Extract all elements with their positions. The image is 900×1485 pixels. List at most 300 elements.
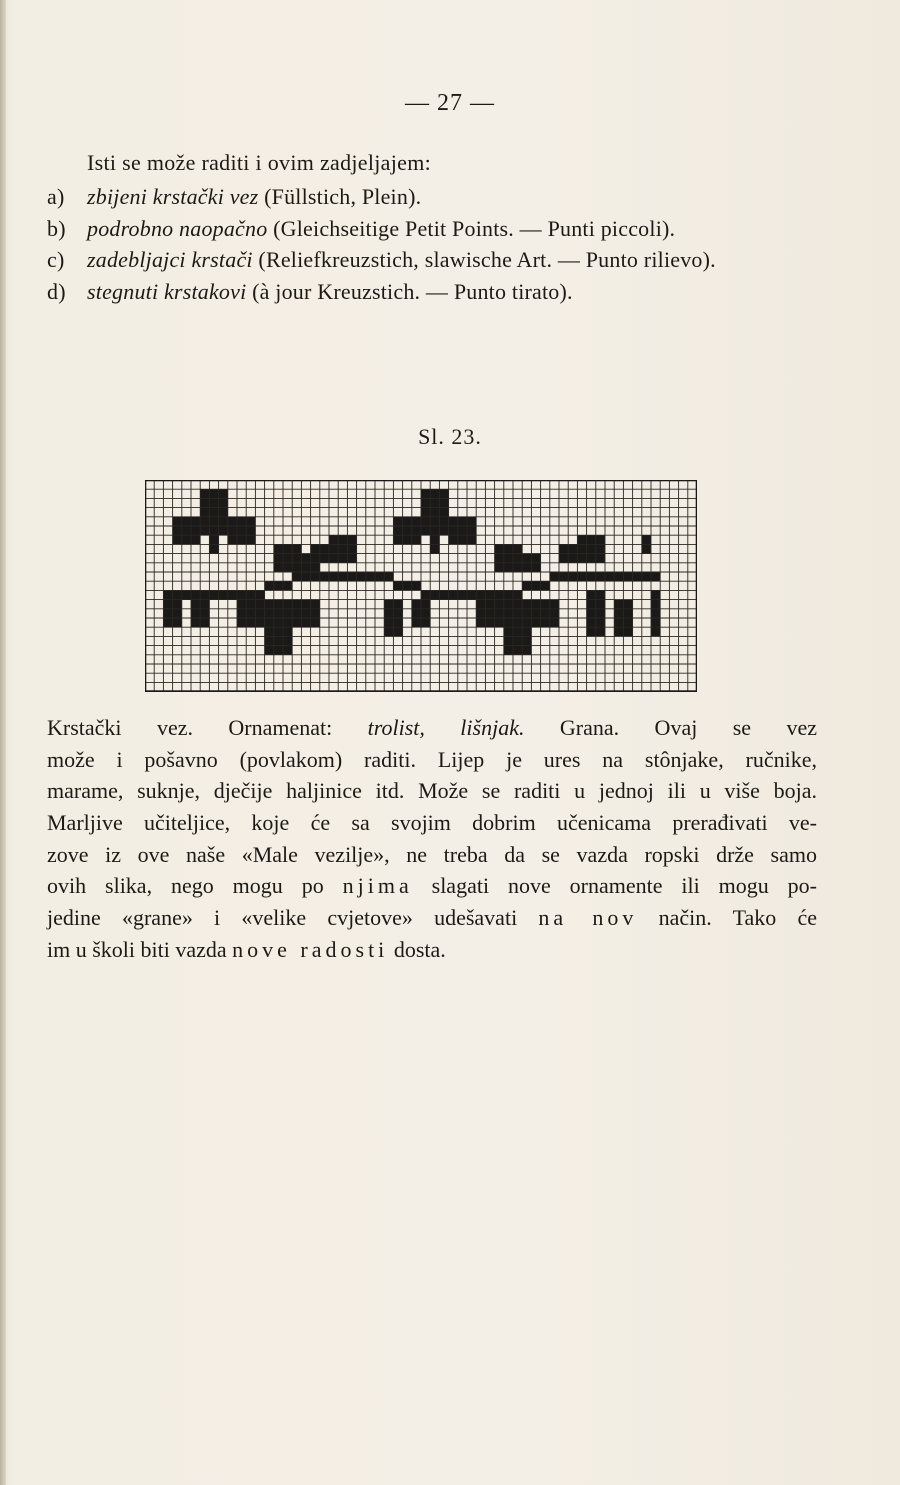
- stitch-cell: [541, 609, 550, 618]
- stitch-cell: [587, 627, 596, 636]
- stitch-cell: [246, 517, 255, 526]
- stitch-cell: [292, 563, 301, 572]
- stitch-cell: [439, 517, 448, 526]
- stitch-cell: [403, 581, 412, 590]
- caption-segment: dosta.: [388, 936, 446, 962]
- stitch-cell: [265, 609, 274, 618]
- stitch-cell: [430, 517, 439, 526]
- stitch-cell: [384, 609, 393, 618]
- stitch-cell: [375, 572, 384, 581]
- stitch-cell: [384, 618, 393, 627]
- stitch-cell: [265, 627, 274, 636]
- stitch-cell: [522, 636, 531, 645]
- stitch-cell: [182, 535, 191, 544]
- stitch-cell: [283, 581, 292, 590]
- stitch-cell: [246, 526, 255, 535]
- list-letter: a): [47, 184, 65, 209]
- stitch-cell: [163, 590, 172, 599]
- caption-italic: trolist, lišnjak.: [367, 715, 525, 740]
- stitch-cell: [393, 627, 402, 636]
- stitch-cell: [412, 535, 421, 544]
- stitch-cell: [393, 609, 402, 618]
- stitch-cell: [329, 535, 338, 544]
- stitch-cell: [182, 517, 191, 526]
- stitch-cell: [219, 517, 228, 526]
- caption-line: može i pošavno (povlakom) raditi. Lijep je ures na stônjake, ručnike,: [47, 746, 817, 772]
- stitch-cell: [274, 600, 283, 609]
- stitch-list: [47, 181, 716, 307]
- stitch-cell: [495, 563, 504, 572]
- stitch-cell: [393, 600, 402, 609]
- stitch-cell: [163, 618, 172, 627]
- stitch-cell: [311, 554, 320, 563]
- stitch-cell: [504, 618, 513, 627]
- stitch-cell: [623, 572, 632, 581]
- list-letter: b): [47, 215, 66, 241]
- stitch-cell: [338, 544, 347, 553]
- stitch-cell: [522, 554, 531, 563]
- stitch-cell: [485, 618, 494, 627]
- stitch-cell: [495, 609, 504, 618]
- stitch-cell: [596, 590, 605, 599]
- stitch-cell: [439, 526, 448, 535]
- stitch-cell: [412, 600, 421, 609]
- stitch-cell: [173, 517, 182, 526]
- caption-line: marame, suknje, dječije haljinice itd. Može se raditi u jednoj ili u više boja.: [47, 778, 817, 804]
- stitch-cell: [495, 600, 504, 609]
- stitch-cell: [301, 600, 310, 609]
- stitch-cell: [642, 535, 651, 544]
- stitch-cell: [209, 508, 218, 517]
- stitch-cell: [265, 600, 274, 609]
- stitch-cell: [338, 535, 347, 544]
- caption-line: zove iz ove naše «Male vezilje», ne treba da se vazda ropski drže samo: [47, 841, 817, 867]
- stitch-cell: [504, 554, 513, 563]
- stitch-cell: [614, 572, 623, 581]
- stitch-cell: [384, 600, 393, 609]
- stitch-cell: [163, 600, 172, 609]
- stitch-cell: [246, 590, 255, 599]
- stitch-cell: [347, 554, 356, 563]
- stitch-cell: [596, 627, 605, 636]
- stitch-cell: [209, 489, 218, 498]
- stitch-cell: [522, 600, 531, 609]
- caption-segment: Krstački vez. Ornamenat:: [47, 715, 368, 740]
- figure-label: Sl. 23.: [418, 424, 482, 449]
- cross-stitch-pattern: [145, 480, 697, 692]
- stitch-cell: [274, 544, 283, 553]
- stitch-cell: [283, 554, 292, 563]
- stitch-cell: [421, 590, 430, 599]
- stitch-cell: [513, 563, 522, 572]
- stitch-cell: [458, 535, 467, 544]
- stitch-cell: [614, 627, 623, 636]
- stitch-cell: [504, 563, 513, 572]
- stitch-cell: [173, 526, 182, 535]
- stitch-cell: [550, 609, 559, 618]
- stitch-cell: [283, 627, 292, 636]
- caption-line: [47, 712, 817, 744]
- stitch-cell: [393, 535, 402, 544]
- stitch-cell: [531, 600, 540, 609]
- stitch-cell: [237, 526, 246, 535]
- stitch-cell: [412, 609, 421, 618]
- stitch-cell: [421, 600, 430, 609]
- stitch-cell: [191, 526, 200, 535]
- stitch-cell: [403, 517, 412, 526]
- stitch-cell: [237, 535, 246, 544]
- stitch-cell: [200, 600, 209, 609]
- stitch-cell: [642, 544, 651, 553]
- stitch-cell: [651, 590, 660, 599]
- stitch-cell: [274, 627, 283, 636]
- stitch-cell: [173, 618, 182, 627]
- list-item: [47, 244, 716, 276]
- stitch-cell: [439, 489, 448, 498]
- stitch-cell: [623, 627, 632, 636]
- stitch-cell: [587, 544, 596, 553]
- page-binding-edge: [0, 0, 6, 1485]
- stitch-cell: [311, 600, 320, 609]
- stitch-cell: [200, 517, 209, 526]
- stitch-cell: [209, 544, 218, 553]
- stitch-cell: [311, 618, 320, 627]
- stitch-cell: [182, 590, 191, 599]
- stitch-cell: [421, 526, 430, 535]
- stitch-cell: [200, 489, 209, 498]
- list-description: (Füllstich, Plein).: [258, 184, 422, 209]
- caption-line: [47, 902, 817, 934]
- stitch-cell: [513, 627, 522, 636]
- stitch-cell: [596, 544, 605, 553]
- stitch-cell: [430, 590, 439, 599]
- stitch-cell: [522, 618, 531, 627]
- stitch-cell: [522, 563, 531, 572]
- intro-text: Isti se može raditi i ovim zadjeljajem:: [87, 150, 432, 175]
- stitch-cell: [495, 590, 504, 599]
- stitch-cell: [559, 572, 568, 581]
- stitch-cell: [550, 572, 559, 581]
- stitch-cell: [219, 526, 228, 535]
- stitch-cell: [605, 572, 614, 581]
- stitch-cell: [228, 517, 237, 526]
- stitch-cell: [513, 646, 522, 655]
- stitch-cell: [623, 618, 632, 627]
- stitch-cell: [301, 618, 310, 627]
- list-item: [47, 181, 716, 213]
- stitch-cell: [265, 618, 274, 627]
- stitch-cell: [430, 535, 439, 544]
- caption-spaced: na nov: [538, 905, 638, 931]
- stitch-cell: [219, 508, 228, 517]
- stitch-cell: [311, 572, 320, 581]
- stitch-cell: [191, 517, 200, 526]
- stitch-cell: [200, 618, 209, 627]
- stitch-cell: [255, 618, 264, 627]
- stitch-cell: [430, 544, 439, 553]
- stitch-cell: [163, 609, 172, 618]
- stitch-cell: [421, 498, 430, 507]
- list-letter: c): [47, 247, 65, 272]
- stitch-cell: [219, 489, 228, 498]
- caption-segment: slagati nove ornamente ili mogu po-: [412, 873, 818, 899]
- stitch-cell: [283, 600, 292, 609]
- stitch-cell: [357, 572, 366, 581]
- stitch-cell: [412, 618, 421, 627]
- stitch-cell: [504, 627, 513, 636]
- stitch-cell: [587, 590, 596, 599]
- stitch-cell: [587, 618, 596, 627]
- stitch-cell: [292, 600, 301, 609]
- stitch-cell: [421, 489, 430, 498]
- stitch-cell: [513, 600, 522, 609]
- stitch-cell: [623, 609, 632, 618]
- stitch-cell: [246, 600, 255, 609]
- stitch-cell: [596, 618, 605, 627]
- stitch-cell: [513, 636, 522, 645]
- stitch-cell: [495, 618, 504, 627]
- stitch-cell: [403, 535, 412, 544]
- stitch-cell: [504, 600, 513, 609]
- stitch-cell: [541, 618, 550, 627]
- stitch-cell: [200, 526, 209, 535]
- stitch-cell: [393, 526, 402, 535]
- stitch-cell: [642, 572, 651, 581]
- stitch-cell: [209, 535, 218, 544]
- stitch-cell: [182, 526, 191, 535]
- stitch-cell: [274, 618, 283, 627]
- stitch-cell: [495, 544, 504, 553]
- stitch-cell: [504, 544, 513, 553]
- stitch-cell: [504, 590, 513, 599]
- stitch-cell: [320, 554, 329, 563]
- stitch-cell: [292, 618, 301, 627]
- stitch-cell: [577, 544, 586, 553]
- stitch-cell: [449, 526, 458, 535]
- stitch-cell: [246, 535, 255, 544]
- stitch-cell: [587, 535, 596, 544]
- stitch-cell: [623, 600, 632, 609]
- stitch-cell: [283, 609, 292, 618]
- stitch-cell: [651, 572, 660, 581]
- caption-text: [47, 712, 817, 966]
- stitch-cell: [301, 563, 310, 572]
- stitch-cell: [504, 609, 513, 618]
- stitch-cell: [596, 572, 605, 581]
- stitch-cell: [255, 590, 264, 599]
- stitch-cell: [421, 618, 430, 627]
- caption-segment: ovih slika, nego mogu po: [47, 873, 343, 899]
- stitch-cell: [237, 600, 246, 609]
- stitch-cell: [577, 572, 586, 581]
- stitch-cell: [485, 600, 494, 609]
- stitch-cell: [347, 535, 356, 544]
- stitch-cell: [191, 609, 200, 618]
- stitch-cell: [200, 590, 209, 599]
- stitch-cell: [311, 609, 320, 618]
- stitch-cell: [651, 627, 660, 636]
- caption-line: [47, 870, 817, 902]
- stitch-cell: [237, 517, 246, 526]
- stitch-cell: [329, 572, 338, 581]
- stitch-cell: [228, 590, 237, 599]
- stitch-cell: [329, 554, 338, 563]
- stitch-cell: [458, 590, 467, 599]
- list-term: stegnuti krstakovi: [87, 278, 247, 304]
- stitch-cell: [274, 581, 283, 590]
- list-description: (Reliefkreuzstich, slawische Art. — Punto rilievo).: [252, 247, 716, 272]
- stitch-cell: [283, 544, 292, 553]
- stitch-cell: [421, 508, 430, 517]
- stitch-cell: [550, 600, 559, 609]
- list-item: [47, 276, 716, 308]
- page-number: — 27 —: [405, 90, 495, 116]
- caption-line: [47, 934, 817, 966]
- stitch-cell: [412, 581, 421, 590]
- stitch-cell: [651, 600, 660, 609]
- stitch-cell: [283, 636, 292, 645]
- stitch-cell: [237, 590, 246, 599]
- stitch-cell: [587, 554, 596, 563]
- stitch-cell: [559, 544, 568, 553]
- stitch-cell: [347, 572, 356, 581]
- stitch-cell: [577, 535, 586, 544]
- stitch-cell: [274, 563, 283, 572]
- stitch-cell: [522, 609, 531, 618]
- stitch-cell: [347, 544, 356, 553]
- stitch-cell: [541, 600, 550, 609]
- stitch-cell: [338, 572, 347, 581]
- stitch-cell: [614, 600, 623, 609]
- stitch-cell: [274, 554, 283, 563]
- stitch-cell: [651, 618, 660, 627]
- stitch-cell: [329, 544, 338, 553]
- stitch-cell: [421, 517, 430, 526]
- stitch-cell: [513, 554, 522, 563]
- list-description: (à jour Kreuzstich. — Punto tirato).: [246, 278, 573, 304]
- stitch-cell: [292, 554, 301, 563]
- stitch-cell: [191, 618, 200, 627]
- stitch-cell: [550, 618, 559, 627]
- stitch-cell: [458, 526, 467, 535]
- stitch-cell: [265, 636, 274, 645]
- stitch-cell: [522, 627, 531, 636]
- stitch-cell: [412, 526, 421, 535]
- list-term: podrobno naopačno: [87, 215, 268, 241]
- stitch-cell: [587, 600, 596, 609]
- stitch-cell: [531, 554, 540, 563]
- stitch-cell: [393, 517, 402, 526]
- stitch-cell: [246, 618, 255, 627]
- stitch-cell: [651, 609, 660, 618]
- stitch-cell: [200, 609, 209, 618]
- stitch-cell: [219, 590, 228, 599]
- caption-segment: način. Tako će: [637, 905, 818, 931]
- stitch-cell: [476, 600, 485, 609]
- stitch-cell: [265, 581, 274, 590]
- stitch-cell: [568, 544, 577, 553]
- stitch-cell: [430, 526, 439, 535]
- stitch-cell: [439, 590, 448, 599]
- stitch-cell: [265, 646, 274, 655]
- stitch-cell: [439, 498, 448, 507]
- stitch-cell: [596, 600, 605, 609]
- stitch-cell: [467, 535, 476, 544]
- stitch-cell: [476, 590, 485, 599]
- stitch-cell: [255, 609, 264, 618]
- stitch-cell: [596, 554, 605, 563]
- stitch-cell: [541, 581, 550, 590]
- caption-line: Marljive učiteljice, koje će sa svojim dobrim učenicama prerađivati ve-: [47, 810, 817, 836]
- stitch-cell: [311, 544, 320, 553]
- stitch-cell: [393, 618, 402, 627]
- stitch-cell: [301, 609, 310, 618]
- stitch-cell: [504, 636, 513, 645]
- stitch-cell: [568, 554, 577, 563]
- stitch-cell: [173, 535, 182, 544]
- stitch-cell: [200, 508, 209, 517]
- stitch-cell: [292, 609, 301, 618]
- stitch-cell: [219, 498, 228, 507]
- stitch-cell: [513, 618, 522, 627]
- stitch-cell: [274, 636, 283, 645]
- stitch-cell: [596, 609, 605, 618]
- stitch-cell: [384, 572, 393, 581]
- stitch-cell: [292, 544, 301, 553]
- stitch-cell: [209, 517, 218, 526]
- stitch-cell: [587, 572, 596, 581]
- grid-lines: [145, 480, 697, 692]
- stitch-cell: [191, 590, 200, 599]
- stitch-cell: [209, 526, 218, 535]
- stitch-cell: [614, 609, 623, 618]
- stitch-cell: [191, 600, 200, 609]
- stitch-cell: [522, 646, 531, 655]
- stitch-cell: [485, 590, 494, 599]
- caption-segment: Grana. Ovaj se vez: [524, 715, 817, 740]
- stitch-cell: [531, 563, 540, 572]
- stitch-cell: [421, 609, 430, 618]
- stitch-cell: [283, 618, 292, 627]
- stitch-cell: [301, 554, 310, 563]
- stitch-cell: [274, 646, 283, 655]
- stitch-cell: [393, 581, 402, 590]
- stitch-cell: [320, 544, 329, 553]
- list-description: (Gleichseitige Petit Points. — Punti piccoli).: [267, 215, 676, 241]
- stitch-cell: [531, 609, 540, 618]
- stitch-cell: [209, 498, 218, 507]
- stitch-cell: [292, 572, 301, 581]
- stitch-cell: [228, 526, 237, 535]
- list-term: zbijeni krstački vez: [87, 184, 259, 209]
- stitch-cell: [173, 609, 182, 618]
- stitch-cell: [173, 590, 182, 599]
- stitch-cell: [513, 590, 522, 599]
- stitch-cell: [191, 535, 200, 544]
- stitch-cell: [467, 590, 476, 599]
- stitch-cell: [476, 609, 485, 618]
- stitch-cell: [366, 572, 375, 581]
- stitch-cell: [633, 572, 642, 581]
- stitch-cell: [449, 590, 458, 599]
- stitch-cell: [320, 572, 329, 581]
- stitch-cell: [531, 618, 540, 627]
- stitch-cell: [255, 600, 264, 609]
- stitch-cell: [587, 609, 596, 618]
- stitch-cell: [495, 554, 504, 563]
- stitch-cell: [485, 609, 494, 618]
- stitch-cell: [513, 609, 522, 618]
